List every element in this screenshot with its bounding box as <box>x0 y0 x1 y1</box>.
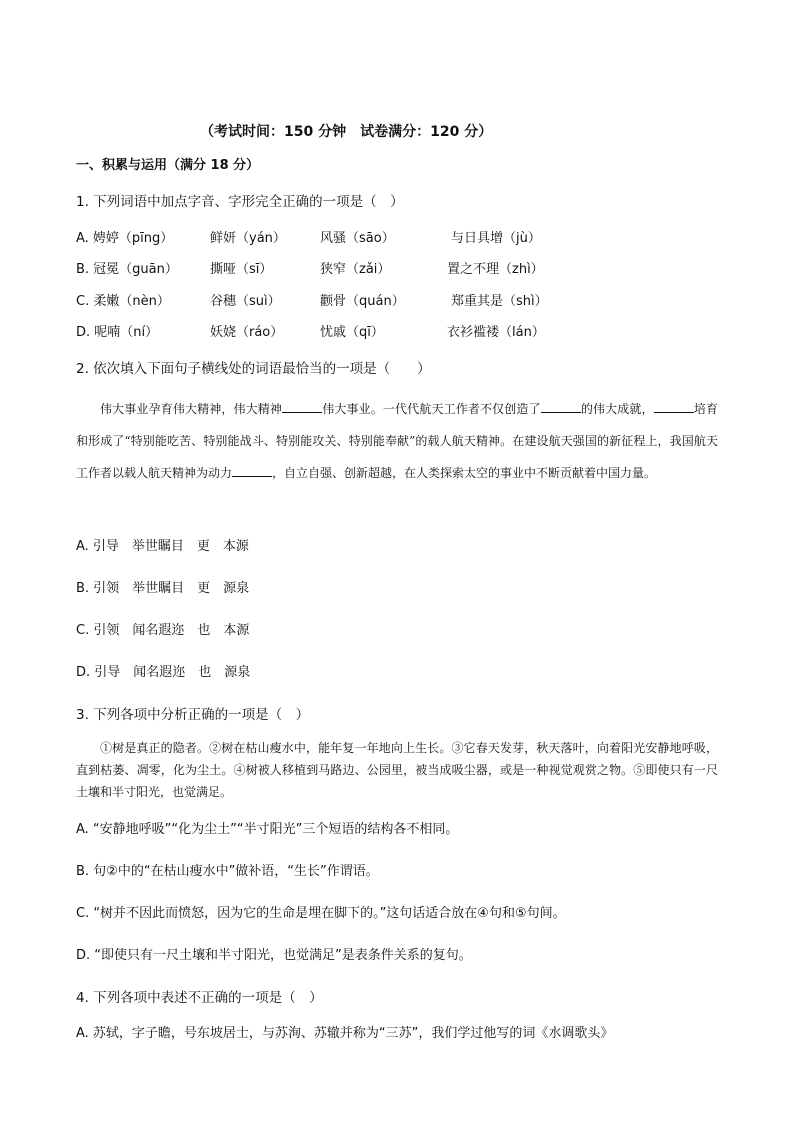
q1-option-a: A. 娉婷（pīng） <box>76 231 174 246</box>
question-3-stem: 3. 下列各项中分析正确的一项是（ ） <box>76 707 310 723</box>
q1-option-d-word3: 忧戚（qī） <box>320 325 384 340</box>
q1-option-d: D. 呢喃（ní） <box>76 325 159 340</box>
passage-text: 培育和形成了“特别能吃苦、特别能战斗、特别能攻关、特别能奉献”的载人航天精神。在建设航天强国的新征程上，我国航天工作者以载人航天精神为动力 <box>76 402 718 480</box>
passage-text: ，自立自强、创新超越，在人类探索太空的事业中不断贡献着中国力量。 <box>272 466 657 480</box>
q3-option-b: B. 句②中的“在枯山瘦水中”做补语，“生长”作谓语。 <box>76 864 379 879</box>
fill-blank-2 <box>541 400 581 413</box>
q1-option-a-word4: 与日具增（jù） <box>451 231 541 246</box>
q1-option-a-word3: 风骚（sāo） <box>320 231 395 246</box>
question-2-passage <box>76 393 718 489</box>
q1-option-d-word2: 妖娆（ráo） <box>210 325 284 340</box>
q1-option-c-word4: 郑重其是（shì） <box>451 294 548 309</box>
fill-blank-4 <box>232 464 272 477</box>
exam-info: （考试时间：150 分钟 试卷满分：120 分） <box>200 124 493 140</box>
q3-option-a: A. “安静地呼吸”“化为尘土”“半寸阳光”三个短语的结构各不相同。 <box>76 822 459 837</box>
q1-option-b-word4: 置之不理（zhì） <box>447 262 544 277</box>
question-4-stem: 4. 下列各项中表述不正确的一项是（ ） <box>76 990 323 1006</box>
q1-option-d-word4: 衣衫褴褛（lán） <box>447 325 545 340</box>
question-1-stem: 1. 下列词语中加点字音、字形完全正确的一项是（ ） <box>76 194 404 210</box>
q3-option-d: D. “即使只有一尺土壤和半寸阳光，也觉满足”是表条件关系的复句。 <box>76 948 472 963</box>
q2-option-b: B. 引领 举世瞩目 更 源泉 <box>76 581 250 596</box>
question-3-passage: ①树是真正的隐者。②树在枯山瘦水中，能年复一年地向上生长。③它春天发芽，秋天落叶，向着阳光安静地呼吸，直到枯萎、凋零，化为尘土。④树被人移植到马路边、公园里，被当成吸尘器，或是一种视觉观赏之物。⑤即使只有一尺土壤和半寸阳光，也觉满足。 <box>76 741 718 799</box>
q1-option-c-word3: 颧骨（quán） <box>320 294 405 309</box>
q1-option-c: C. 柔嫩（nèn） <box>76 294 170 309</box>
fill-blank-1 <box>282 400 322 413</box>
q1-option-b-word3: 狭窄（zǎi） <box>320 262 391 277</box>
passage-text: 伟大事业孕育伟大精神，伟大精神 <box>100 402 283 416</box>
q3-option-c: C. “树并不因此而愤怒，因为它的生命是埋在脚下的。”这句话适合放在④句和⑤句间。 <box>76 906 566 921</box>
q1-option-a-word2: 鲜妍（yán） <box>210 231 286 246</box>
section-title: 一、积累与运用（满分 18 分） <box>76 158 260 173</box>
q1-option-c-word2: 谷穗（suì） <box>210 294 281 309</box>
q2-option-a: A. 引导 举世瞩目 更 本源 <box>76 539 249 554</box>
q1-option-b-word2: 撕哑（sī） <box>210 262 273 277</box>
passage-text: 伟大事业。一代代航天工作者不仅创造了 <box>322 402 541 416</box>
q1-option-b: B. 冠冕（guān） <box>76 262 178 277</box>
passage-text: 的伟大成就， <box>580 402 654 416</box>
q4-option-a: A. 苏轼，字子瞻，号东坡居士，与苏洵、苏辙并称为“三苏”，我们学过他写的词《水调歌头》 <box>76 1026 614 1041</box>
fill-blank-3 <box>654 400 694 413</box>
q2-option-c: C. 引领 闻名遐迩 也 本源 <box>76 623 250 638</box>
q2-option-d: D. 引导 闻名遐迩 也 源泉 <box>76 665 251 680</box>
question-2-stem: 2. 依次填入下面句子横线处的词语最恰当的一项是（ ） <box>76 361 431 377</box>
